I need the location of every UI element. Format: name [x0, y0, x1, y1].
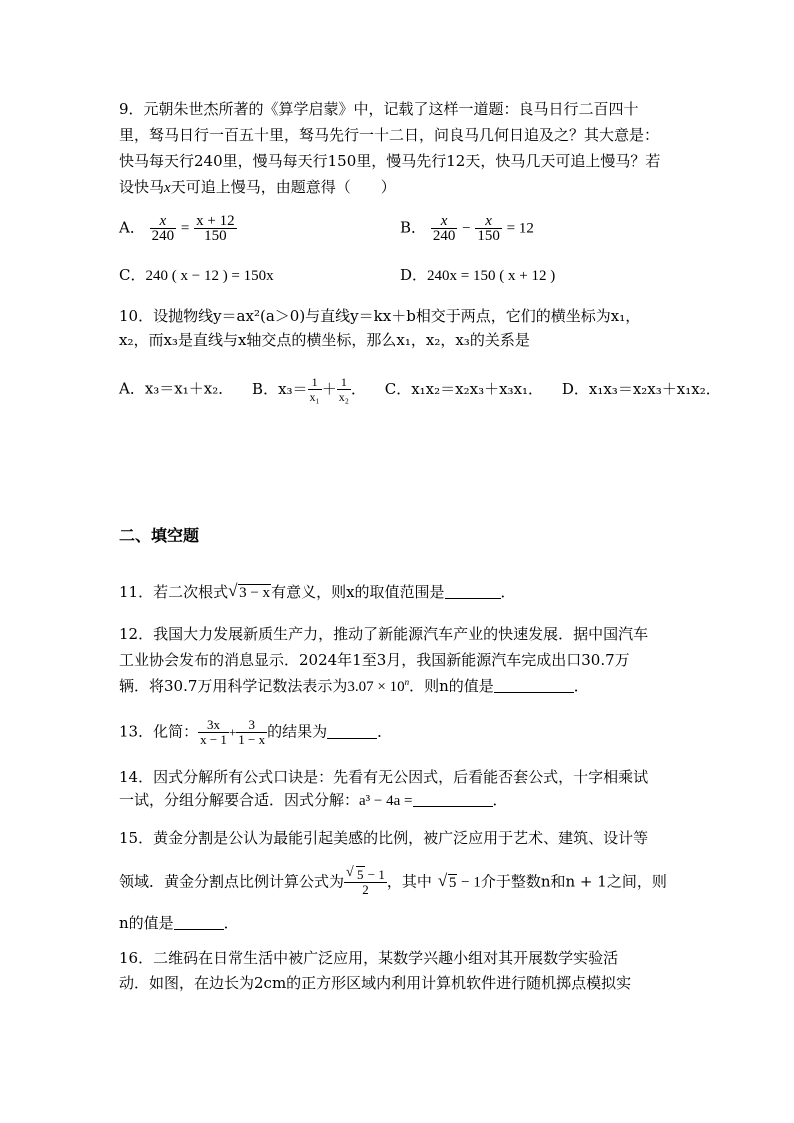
q15-golden-ratio-frac: [344, 865, 387, 897]
q15-rad2-rest: − 1: [457, 874, 481, 891]
q11-end: ．: [500, 583, 516, 601]
q9-option-b-frac1: [431, 214, 458, 243]
q9-variable-x: x: [164, 180, 171, 196]
q14-answer-blank[interactable]: [413, 792, 493, 807]
q13-line: [119, 718, 392, 747]
q11-line: [119, 582, 516, 603]
q9-option-a-frac2: [194, 214, 236, 243]
q11-radicand: 3 − x: [239, 585, 271, 601]
q12-line2: 工业协会发布的消息显示．2024年1至3月，我国新能源汽车完成出口30.7万: [119, 651, 630, 669]
q10-options: [119, 375, 721, 404]
q15-line3-prefix: n的值是: [119, 914, 174, 932]
q15-line2-suffix: 介于整数n和n + 1之间，则: [480, 872, 667, 891]
q9-option-a[interactable]: [119, 214, 237, 243]
q15-radicand2: 5: [448, 874, 457, 891]
q12-line3-prefix: 辆．将30.7万用科学记数法表示为: [119, 677, 348, 695]
q9-line3: 快马每天行240里，慢马每天行150里，慢马先行12天，快马几天可追上慢马？若: [119, 152, 661, 170]
frac-numerator: x: [431, 214, 458, 229]
q13-answer-blank[interactable]: [327, 724, 377, 739]
frac-numerator: x + 12: [196, 213, 235, 229]
frac-denominator: 150: [477, 228, 500, 244]
q9-option-b[interactable]: [400, 214, 534, 243]
q14-line2: [119, 790, 508, 811]
q9-option-c[interactable]: [119, 265, 274, 286]
q9-option-b-label: B．: [400, 218, 427, 237]
q14-line1: 14．因式分解所有公式口诀是：先看有无公因式，后看能否套公式，十字相乘试: [119, 768, 649, 786]
q11-suffix: 有意义，则x的取值范围是: [271, 583, 445, 601]
q9-line4-suffix: 天可追上慢马，由题意得（ ）: [170, 178, 396, 196]
q9-option-d[interactable]: [400, 265, 555, 286]
frac-numerator: 3x: [198, 718, 229, 733]
q10-option-b-frac2: [337, 375, 351, 404]
frac-numerator: 1: [337, 375, 351, 390]
q15-num-rest: − 1: [364, 867, 385, 882]
q15-sqrt: [346, 865, 365, 882]
q13-suffix: 的结果为: [267, 722, 328, 741]
q12-end: ．: [573, 677, 589, 695]
q15-line1: 15．黄金分割是公认为最能引起美感的比例，被广泛应用于艺术、建筑、设计等: [119, 829, 649, 847]
frac-numerator: x: [475, 214, 502, 229]
q10-option-a[interactable]: A．x₃＝x₁＋x₂．: [119, 379, 234, 398]
q9-option-a-frac1: [150, 214, 177, 243]
q9-line1: 9．元朝朱世杰所著的《算学启蒙》中，记载了这样一道题：良马日行二百四十: [119, 100, 639, 118]
q14-line2-prefix: 一试，分组分解要合适．因式分解：: [119, 791, 360, 809]
sqrt-icon: √: [437, 870, 448, 890]
q10-option-b-frac1: [308, 375, 322, 404]
equals-sign: =: [180, 220, 190, 237]
q12-line1: 12．我国大力发展新质生产力，推动了新能源汽车产业的快速发展．据中国汽车: [119, 625, 649, 643]
q9-option-b-rest: = 12: [506, 220, 534, 237]
frac-numerator: 3: [236, 718, 267, 733]
q14-expression: a³ − 4a =: [359, 793, 413, 809]
q15-line2-prefix: 领域．黄金分割点比例计算公式为: [119, 872, 345, 891]
q9-option-a-label: A．: [119, 218, 145, 237]
q12-answer-blank[interactable]: [494, 678, 574, 693]
sqrt-icon: √: [346, 865, 354, 880]
q16-line2: 动．如图，在边长为2cm的正方形区域内利用计算机软件进行随机掷点模拟实: [119, 974, 632, 992]
q10-line2: x₂，而x₃是直线与x轴交点的横坐标，那么x₁，x₂，x₃的关系是: [119, 331, 530, 349]
q10-option-c[interactable]: C．x₁x₂＝x₂x₃＋x₃x₁．: [384, 379, 544, 398]
frac-denominator: 2: [362, 882, 369, 897]
minus-sign: −: [462, 220, 471, 237]
q12-line3: [119, 672, 589, 697]
plus-sign: +: [228, 724, 237, 740]
frac-denominator: 150: [204, 228, 227, 244]
q9-option-d-expr: 240x = 150 ( x + 12 ): [427, 268, 556, 284]
frac-numerator: [344, 865, 387, 883]
q15-line2-mid: ，其中: [386, 872, 432, 891]
q9-line4: [119, 177, 396, 198]
q15-sqrt2: [437, 870, 458, 893]
frac-denominator: x − 1: [200, 732, 227, 747]
q15-radicand: 5: [357, 867, 364, 882]
q13-frac1: [198, 718, 229, 747]
q11-answer-blank[interactable]: [445, 584, 501, 599]
q10-option-b-label: B．x₃＝: [252, 379, 308, 398]
plus-sign: ＋: [321, 379, 337, 398]
q9-option-c-label: C．: [119, 266, 146, 284]
q15-answer-blank[interactable]: [174, 915, 224, 930]
q16-line1: 16．二维码在日常生活中被广泛应用，某数学兴趣小组对其开展数学实验活: [119, 949, 619, 967]
frac-denominator: 240: [151, 228, 175, 244]
q9-option-d-label: D．: [400, 266, 428, 284]
q9-line2: 里，驽马日行一百五十里，驽马先行一十二日，问良马几何日追及之？其大意是：: [119, 126, 660, 144]
q10-line1: 10．设抛物线y＝ax²(a＞0)与直线y＝kx＋b相交于两点，它们的横坐标为x₁，: [119, 307, 641, 325]
q12-sci-base: 3.07 × 10: [347, 679, 405, 695]
frac-numerator: 1: [308, 375, 322, 390]
q11-prefix: 11．若二次根式: [119, 583, 229, 601]
q13-frac2: [236, 718, 267, 747]
frac-denominator: x₁: [309, 390, 320, 404]
q9-option-b-frac2: [475, 214, 502, 243]
frac-numerator: x: [150, 214, 177, 229]
q15-line3: [119, 913, 239, 933]
q9-option-c-expr: 240 ( x − 12 ) = 150x: [145, 268, 274, 284]
q13-prefix: 13．化简：: [119, 722, 199, 741]
q13-end: ．: [377, 722, 393, 741]
frac-denominator: 1 − x: [238, 732, 266, 747]
q12-sci-exponent: n: [404, 677, 410, 687]
q12-line3-suffix: ．则n的值是: [409, 677, 494, 695]
section-heading: 二、填空题: [119, 526, 200, 545]
q10-option-d[interactable]: D．x₁x₃＝x₂x₃＋x₁x₂．: [561, 379, 721, 398]
q10-option-b-end: ．: [350, 379, 366, 398]
frac-denominator: x₂: [338, 390, 349, 404]
q10-option-b[interactable]: [252, 375, 366, 404]
q9-line4-prefix: 设快马: [119, 178, 165, 196]
q15-line2: [119, 865, 667, 897]
frac-denominator: 240: [432, 228, 456, 244]
q15-end: ．: [223, 914, 239, 932]
sqrt-icon: √: [228, 581, 238, 600]
q11-sqrt: [228, 583, 271, 603]
q14-end: ．: [492, 791, 508, 809]
